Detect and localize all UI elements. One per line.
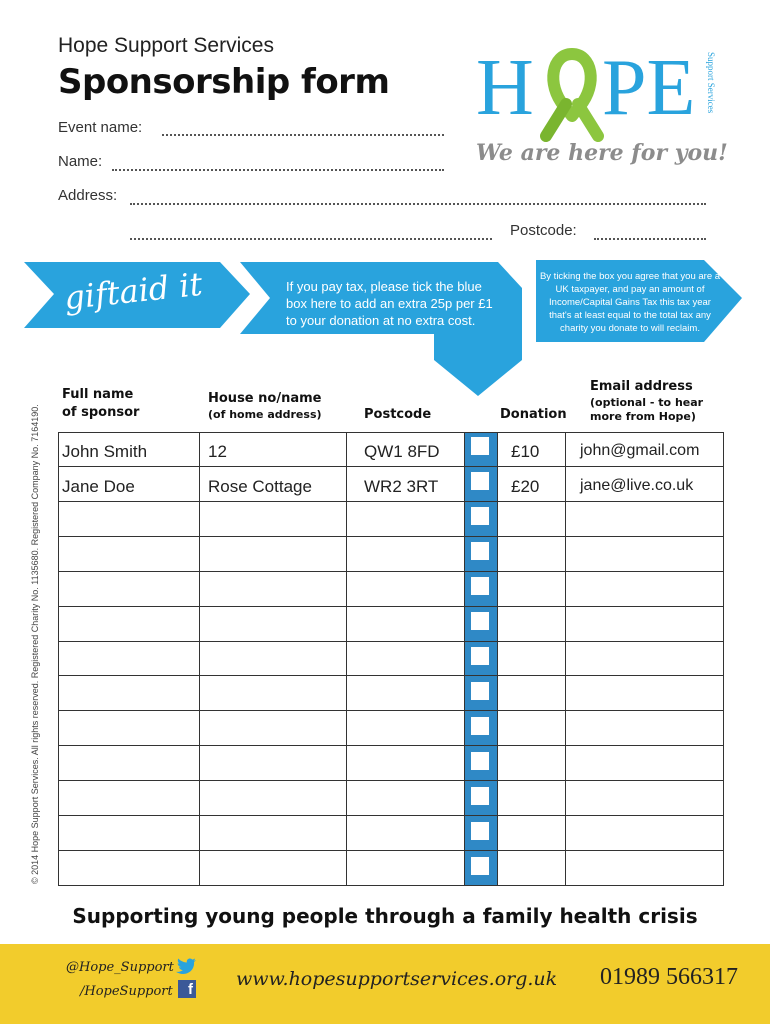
giftaid-checkbox[interactable] [470, 576, 490, 596]
tagline: We are here for you! [476, 140, 728, 166]
footer-slogan: Supporting young people through a family health crisis [72, 904, 698, 928]
twitter-icon[interactable] [176, 958, 196, 974]
copyright-notice: © 2014 Hope Support Services. All rights reserved. Registered Charity No. 1135680. Registered Company No. 7164190. [30, 404, 40, 884]
cell-email[interactable]: john@gmail.com [580, 442, 700, 459]
address-field-line-1[interactable] [130, 203, 706, 205]
table-row [58, 746, 724, 781]
table-row [58, 781, 724, 816]
facebook-icon[interactable]: f [178, 980, 196, 998]
logo-side-text: Support Services [706, 52, 716, 114]
org-name: Hope Support Services [58, 34, 274, 57]
event-name-label: Event name: [58, 119, 143, 136]
logo-letters-pe: PE [602, 44, 696, 132]
cell-email[interactable]: jane@live.co.uk [580, 476, 694, 494]
giftaid-checkbox[interactable] [470, 821, 490, 841]
giftaid-checkbox[interactable] [470, 751, 490, 771]
table-row [58, 851, 724, 886]
twitter-handle[interactable]: @Hope_Support [66, 960, 174, 975]
giftaid-declaration: By ticking the box you agree that you are a UK taxpayer, and pay an amount of Income/Capital Gains Tax this tax year that's at least equal to the total tax any charity you donate to will reclaim. [539, 271, 721, 334]
header-email-line-1: Email address [590, 379, 693, 394]
table-row [58, 607, 724, 642]
header-full-name-line-1: Full name [62, 387, 134, 402]
giftaid-checkbox[interactable] [470, 611, 490, 631]
sponsor-table [58, 432, 724, 886]
header-postcode: Postcode [364, 407, 432, 422]
cell-name[interactable]: John Smith [62, 442, 148, 461]
cell-house[interactable]: Rose Cottage [208, 476, 312, 496]
header-house-line-1: House no/name [208, 391, 322, 406]
cell-donation[interactable]: £20 [511, 476, 540, 496]
header-email [590, 378, 703, 425]
giftaid-checkbox[interactable] [470, 646, 490, 666]
table-row [58, 711, 724, 746]
table-row [58, 537, 724, 572]
ribbon-icon [546, 54, 598, 136]
cell-donation[interactable]: £10 [511, 442, 540, 461]
header-house-line-2: (of home address) [208, 407, 322, 421]
cell-postcode[interactable]: WR2 3RT [364, 476, 439, 496]
cell-house[interactable]: 12 [208, 442, 227, 461]
page-title: Sponsorship form [58, 62, 390, 102]
table-row [58, 642, 724, 677]
header-donation: Donation [500, 407, 567, 422]
logo-letter-h: H [476, 44, 534, 132]
hope-logo-graphic [476, 44, 726, 144]
cell-postcode[interactable]: QW1 8FD [364, 442, 440, 461]
giftaid-instruction: If you pay tax, please tick the blue box here to add an extra 25p per £1 to your donation at no extra cost. [286, 279, 493, 328]
giftaid-checkbox[interactable] [470, 856, 490, 876]
table-row [58, 502, 724, 537]
table-row [58, 572, 724, 607]
event-name-field[interactable] [162, 134, 444, 136]
giftaid-checkbox[interactable] [470, 716, 490, 736]
giftaid-checkbox[interactable] [470, 506, 490, 526]
website-link[interactable]: www.hopesupportservices.org.uk [236, 968, 558, 990]
table-row [58, 816, 724, 851]
giftaid-checkbox[interactable] [470, 541, 490, 561]
address-field-line-2[interactable] [130, 238, 492, 240]
giftaid-checkbox[interactable] [470, 471, 490, 491]
header-house [208, 390, 322, 422]
name-field[interactable] [112, 169, 444, 171]
postcode-field[interactable] [594, 238, 706, 240]
giftaid-checkbox[interactable] [470, 786, 490, 806]
giftaid-checkbox[interactable] [470, 681, 490, 701]
giftaid-logo-text: giftaid it [62, 264, 205, 318]
giftaid-checkbox[interactable] [470, 436, 490, 456]
phone-number: 01989 566317 [600, 964, 738, 990]
header-email-line-2: (optional - to hear [590, 395, 704, 409]
table-row [58, 676, 724, 711]
header-email-line-3: more from Hope) [590, 410, 696, 424]
facebook-handle[interactable]: /HopeSupport [80, 984, 173, 999]
name-label: Name: [58, 153, 103, 170]
cell-name[interactable]: Jane Doe [62, 476, 135, 496]
address-label: Address: [58, 187, 118, 204]
header-full-name [62, 386, 139, 421]
hope-logo [476, 44, 726, 144]
header-full-name-line-2: of sponsor [62, 404, 140, 420]
postcode-label: Postcode: [510, 222, 577, 239]
